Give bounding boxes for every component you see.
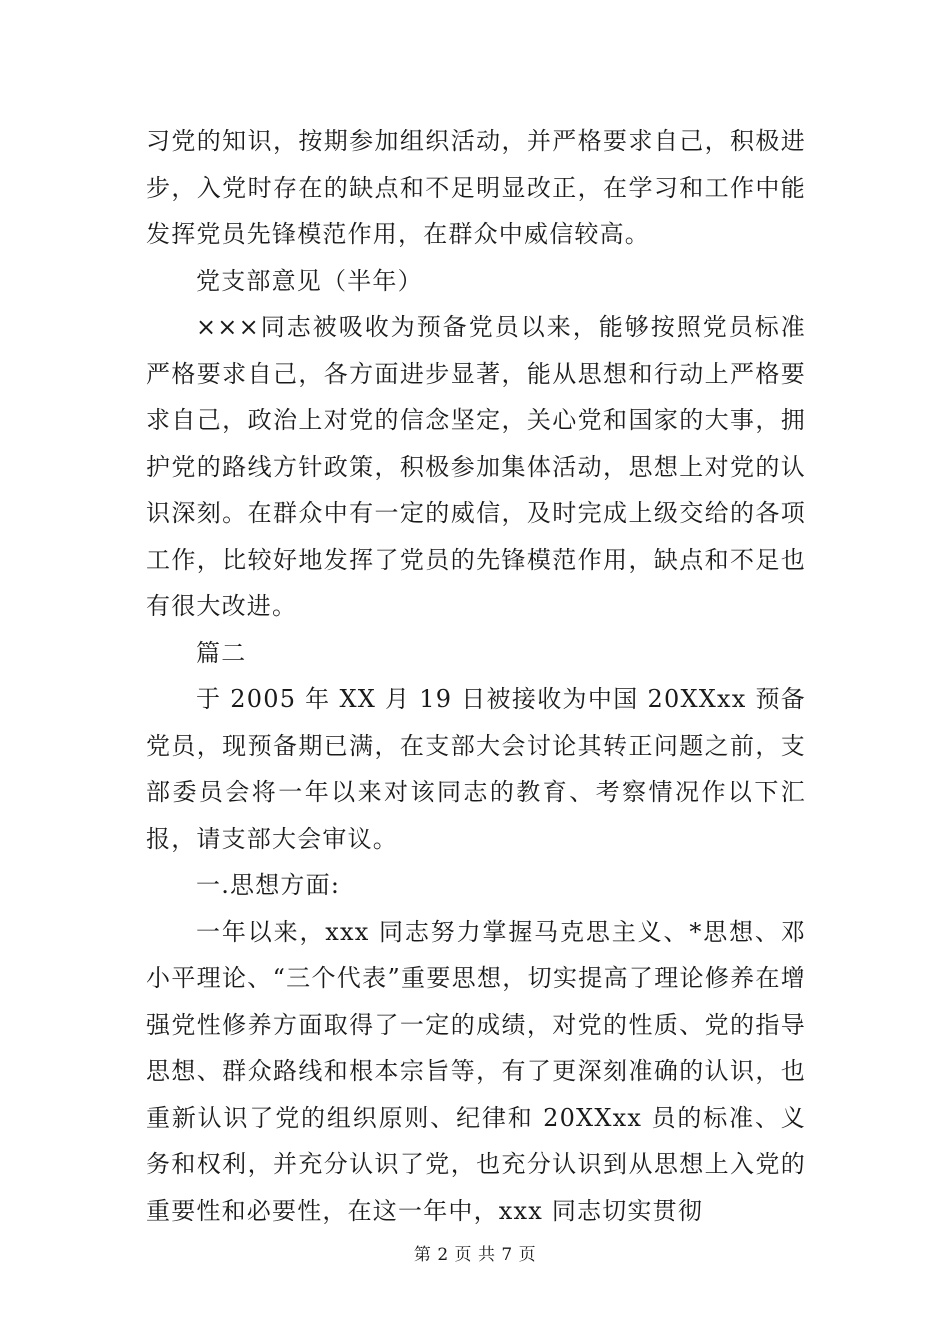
section-heading-part-two: 篇二 <box>196 638 247 667</box>
paragraph-ideology: 一年以来，xxx 同志努力掌握马克思主义、*思想、邓小平理论、“三个代表”重要思想，切实提高了理论修养在增强党性修养方面取得了一定的成绩，对党的性质、党的指导思想、群众路线和根本宗旨等，有了更深刻准确的认识，也重新认识了党的组织原则、纪律和 20XXxx 员的标准、义务和权利，并充分认识了党，也充分认识到从思想上入党的重要性和必要性，在这一年中，xxx 同志切实贯彻 <box>146 917 806 1225</box>
section-heading-branch-opinion: 党支部意见（半年） <box>196 266 423 295</box>
paragraph-branch-opinion: ×××同志被吸收为预备党员以来，能够按照党员标准严格要求自己，各方面进步显著，能从思想和行动上严格要求自己，政治上对党的信念坚定，关心党和国家的大事，拥护党的路线方针政策，积极参加集体活动，思想上对党的认识深刻。在群众中有一定的威信，及时完成上级交给的各项工作，比较好地发挥了党员的先锋模范作用，缺点和不足也有很大改进。 <box>146 313 806 620</box>
paragraph-continuation: 习党的知识，按期参加组织活动，并严格要求自己，积极进步，入党时存在的缺点和不足明显改正，在学习和工作中能发挥党员先锋模范作用，在群众中威信较高。 <box>146 127 806 248</box>
document-body <box>146 118 806 1234</box>
page-number-footer: 第 2 页 共 7 页 <box>413 1245 537 1265</box>
paragraph-report-intro: 于 2005 年 XX 月 19 日被接收为中国 20XXxx 预备党员，现预备期已满，在支部大会讨论其转正问题之前，支部委员会将一年以来对该同志的教育、考察情况作以下汇报，请支部大会审议。 <box>146 685 806 853</box>
section-heading-ideology: 一.思想方面: <box>196 871 341 899</box>
